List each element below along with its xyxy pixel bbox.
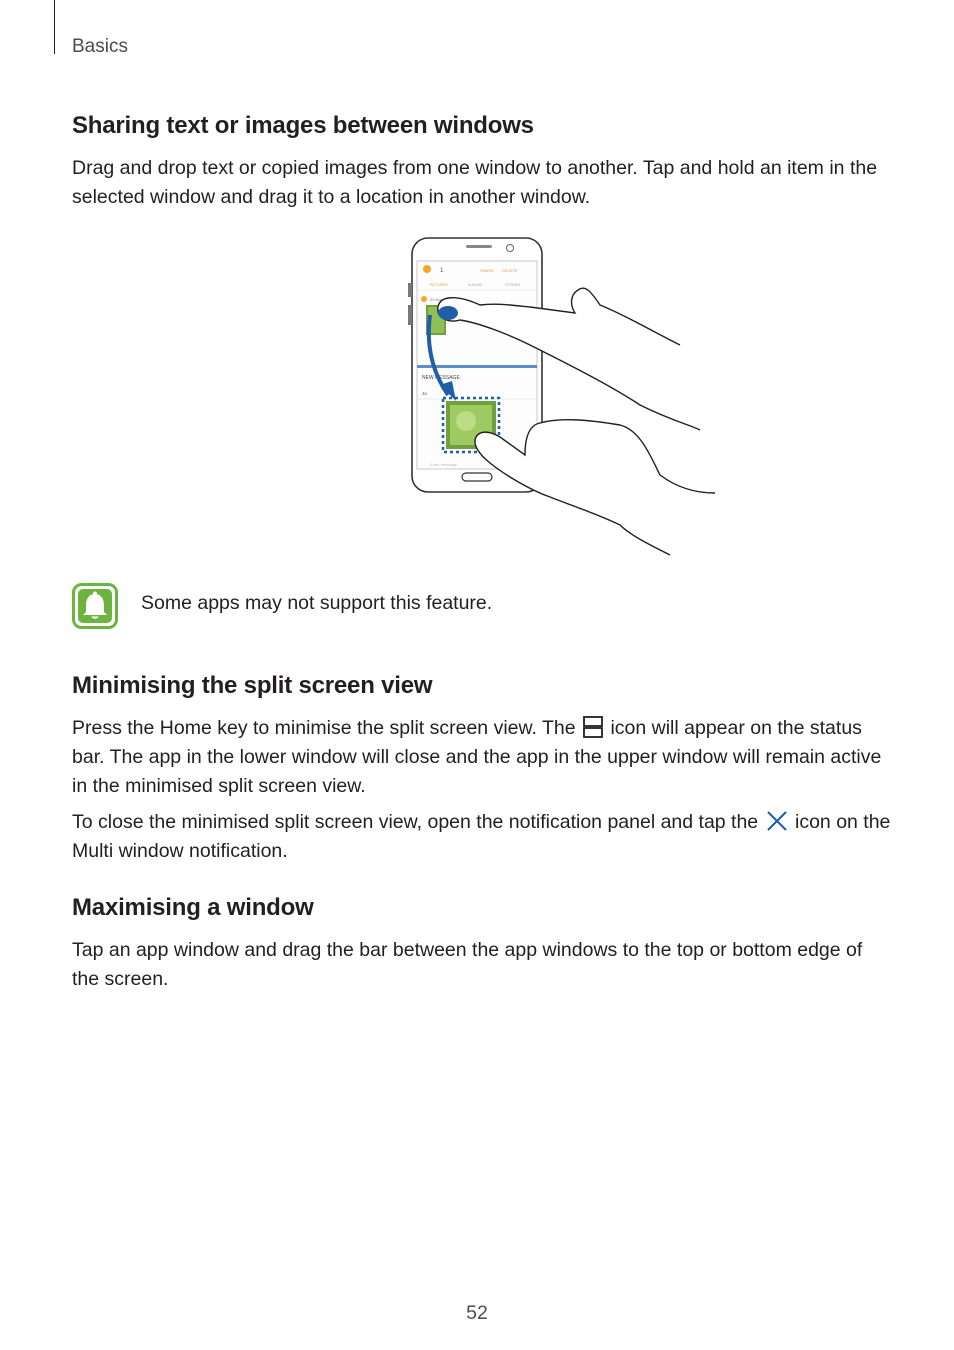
paragraph-text: To close the minimised split screen view, open the notification panel and tap the bbox=[72, 811, 759, 833]
note-text: Some apps may not support this feature. bbox=[141, 592, 493, 614]
phone-speaker bbox=[466, 245, 492, 248]
section-label: Basics bbox=[72, 36, 128, 57]
home-key bbox=[462, 473, 492, 481]
screen-tab-pictures: PICTURES bbox=[430, 283, 448, 287]
close-icon bbox=[766, 810, 788, 832]
phone-side-button bbox=[408, 283, 412, 297]
phone-side-button bbox=[408, 305, 412, 325]
paragraph-sharing: Drag and drop text or copied images from one window to another. Tap and hold an item in the selected window and drag it to a location in another window. bbox=[72, 157, 878, 208]
paragraph-minimising-2 bbox=[72, 808, 892, 866]
screen-date: 23 Nov bbox=[430, 297, 443, 302]
page-number: 52 bbox=[466, 1302, 488, 1324]
heading-sharing: Sharing text or images between windows bbox=[72, 112, 534, 139]
screen-delete-label: DELETE bbox=[502, 268, 518, 273]
bell-icon bbox=[72, 583, 118, 629]
screen-count: 1 bbox=[440, 268, 444, 274]
paragraph-maximising: Tap an app window and drag the bar between the app windows to the top or bottom edge of the screen. bbox=[72, 939, 863, 990]
split-screen-drag-illustration bbox=[400, 235, 730, 560]
heading-minimising: Minimising the split screen view bbox=[72, 672, 433, 699]
split-screen-icon bbox=[583, 716, 603, 738]
heading-maximising: Maximising a window bbox=[72, 894, 314, 921]
screen-input-placeholder: Enter message bbox=[430, 462, 457, 467]
paragraph-text: icon on the Multi window notification. bbox=[72, 811, 891, 862]
paragraph-minimising-1 bbox=[72, 714, 892, 801]
screen-tab-albums: ALBUMS bbox=[468, 283, 483, 287]
paragraph-text: icon will appear on the status bar. The app in the lower window will close and the app in the upper window will remain active in the minimised split screen view. bbox=[72, 717, 882, 797]
screen-lower-field: Jo bbox=[422, 391, 427, 396]
margin-rule bbox=[54, 0, 55, 54]
paragraph-text: Press the Home key to minimise the split screen view. The bbox=[72, 717, 576, 739]
screen-share-label: SHARE bbox=[480, 268, 494, 273]
screen-tab-stories: STORIES bbox=[505, 283, 521, 287]
screen-lower-title: NEW MESSAGE bbox=[422, 375, 460, 381]
